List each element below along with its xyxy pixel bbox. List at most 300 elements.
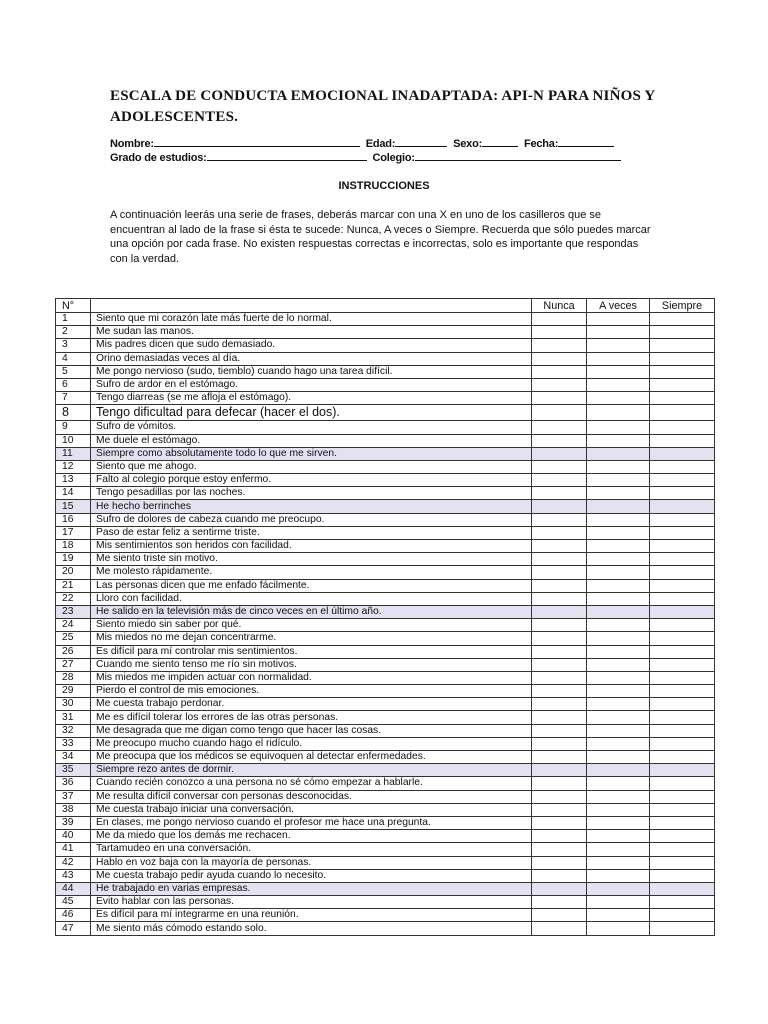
item-number: 14	[56, 487, 91, 500]
answer-cell-a-veces[interactable]	[587, 326, 650, 339]
answer-cell-nunca[interactable]	[532, 790, 587, 803]
item-statement: Las personas dicen que me enfado fácilmente.	[91, 579, 532, 592]
answer-cell-a-veces[interactable]	[587, 579, 650, 592]
table-row	[56, 619, 715, 632]
answer-cell-a-veces[interactable]	[587, 365, 650, 378]
answer-cell-siempre[interactable]	[650, 313, 715, 326]
answer-cell-nunca[interactable]	[532, 882, 587, 895]
item-statement: Cuando me siento tenso me río sin motivos.	[91, 658, 532, 671]
document-title: ESCALA DE CONDUCTA EMOCIONAL INADAPTADA: API-N PARA NIÑOS Y ADOLESCENTES.	[110, 88, 655, 125]
grado-label: Grado de estudios:	[110, 152, 207, 164]
answer-cell-siempre[interactable]	[650, 392, 715, 405]
answer-cell-siempre[interactable]	[650, 856, 715, 869]
answer-cell-a-veces[interactable]	[587, 566, 650, 579]
instructions-heading: INSTRUCCIONES	[338, 180, 430, 192]
answer-cell-a-veces[interactable]	[587, 896, 650, 909]
answer-cell-nunca[interactable]	[532, 352, 587, 365]
answer-cell-siempre[interactable]	[650, 698, 715, 711]
header-siempre: Siempre	[650, 299, 715, 313]
answer-cell-a-veces[interactable]	[587, 500, 650, 513]
answer-cell-nunca[interactable]	[532, 526, 587, 539]
answer-cell-a-veces[interactable]	[587, 724, 650, 737]
answer-cell-siempre[interactable]	[650, 526, 715, 539]
item-statement: Paso de estar feliz a sentirme triste.	[91, 526, 532, 539]
answer-cell-a-veces[interactable]	[587, 816, 650, 829]
table-header-row	[56, 299, 715, 313]
table-row	[56, 803, 715, 816]
item-statement: Es difícil para mí integrarme en una reunión.	[91, 909, 532, 922]
answer-cell-siempre[interactable]	[650, 540, 715, 553]
answer-cell-siempre[interactable]	[650, 460, 715, 473]
item-statement: Me preocupo mucho cuando hago el ridículo.	[91, 737, 532, 750]
table-row	[56, 405, 715, 421]
answer-cell-nunca[interactable]	[532, 313, 587, 326]
item-statement: Orino demasiadas veces al día.	[91, 352, 532, 365]
answer-cell-siempre[interactable]	[650, 922, 715, 935]
item-statement: Me cuesta trabajo iniciar una conversación.	[91, 803, 532, 816]
table-row	[56, 326, 715, 339]
sexo-field[interactable]	[482, 136, 518, 147]
answer-cell-nunca[interactable]	[532, 553, 587, 566]
answer-cell-nunca[interactable]	[532, 830, 587, 843]
item-number: 47	[56, 922, 91, 935]
item-number: 16	[56, 513, 91, 526]
item-statement: Me desagrada que me digan como tengo que hacer las cosas.	[91, 724, 532, 737]
item-number: 26	[56, 645, 91, 658]
answer-cell-siempre[interactable]	[650, 326, 715, 339]
answer-cell-a-veces[interactable]	[587, 632, 650, 645]
item-number: 30	[56, 698, 91, 711]
answer-cell-nunca[interactable]	[532, 605, 587, 618]
header-nunca: Nunca	[532, 299, 587, 313]
answer-cell-nunca[interactable]	[532, 365, 587, 378]
answer-cell-nunca[interactable]	[532, 843, 587, 856]
item-number: 42	[56, 856, 91, 869]
answer-cell-nunca[interactable]	[532, 658, 587, 671]
item-number: 31	[56, 711, 91, 724]
item-number: 13	[56, 474, 91, 487]
table-row	[56, 513, 715, 526]
item-number: 22	[56, 592, 91, 605]
table-row	[56, 751, 715, 764]
answer-cell-nunca[interactable]	[532, 777, 587, 790]
answer-cell-nunca[interactable]	[532, 513, 587, 526]
answer-cell-nunca[interactable]	[532, 447, 587, 460]
answer-cell-a-veces[interactable]	[587, 711, 650, 724]
answer-cell-a-veces[interactable]	[587, 843, 650, 856]
item-number: 5	[56, 365, 91, 378]
answer-cell-nunca[interactable]	[532, 909, 587, 922]
table-row	[56, 313, 715, 326]
answer-cell-siempre[interactable]	[650, 553, 715, 566]
item-number: 23	[56, 605, 91, 618]
item-statement: Me siento más cómodo estando solo.	[91, 922, 532, 935]
answer-cell-siempre[interactable]	[650, 843, 715, 856]
answer-cell-siempre[interactable]	[650, 619, 715, 632]
table-row	[56, 460, 715, 473]
answer-cell-siempre[interactable]	[650, 513, 715, 526]
item-number: 20	[56, 566, 91, 579]
item-statement: Tartamudeo en una conversación.	[91, 843, 532, 856]
item-statement: Tengo dificultad para defecar (hacer el dos).	[91, 405, 532, 421]
item-number: 2	[56, 326, 91, 339]
answer-cell-a-veces[interactable]	[587, 339, 650, 352]
item-statement: Me siento triste sin motivo.	[91, 553, 532, 566]
table-row	[56, 671, 715, 684]
answer-cell-nunca[interactable]	[532, 751, 587, 764]
answer-cell-siempre[interactable]	[650, 605, 715, 618]
table-row	[56, 843, 715, 856]
answer-cell-a-veces[interactable]	[587, 474, 650, 487]
item-statement: Mis miedos me impiden actuar con normalidad.	[91, 671, 532, 684]
item-statement: He hecho berrinches	[91, 500, 532, 513]
item-number: 35	[56, 764, 91, 777]
answer-cell-nunca[interactable]	[532, 500, 587, 513]
answer-cell-nunca[interactable]	[532, 378, 587, 391]
item-statement: Siento que mi corazón late más fuerte de lo normal.	[91, 313, 532, 326]
table-row	[56, 540, 715, 553]
fecha-field[interactable]	[558, 136, 614, 147]
answer-cell-siempre[interactable]	[650, 339, 715, 352]
answer-cell-nunca[interactable]	[532, 896, 587, 909]
nombre-label: Nombre:	[110, 138, 154, 150]
table-row	[56, 605, 715, 618]
item-number: 15	[56, 500, 91, 513]
item-statement: Me pongo nervioso (sudo, tiemblo) cuando hago una tarea difícil.	[91, 365, 532, 378]
table-row	[56, 365, 715, 378]
answer-cell-nunca[interactable]	[532, 392, 587, 405]
item-statement: He salido en la televisión más de cinco veces en el último año.	[91, 605, 532, 618]
form-line-personal	[110, 136, 617, 150]
item-number: 1	[56, 313, 91, 326]
answer-cell-a-veces[interactable]	[587, 526, 650, 539]
item-statement: Sufro de ardor en el estómago.	[91, 378, 532, 391]
answer-cell-siempre[interactable]	[650, 869, 715, 882]
answer-cell-a-veces[interactable]	[587, 378, 650, 391]
answer-cell-a-veces[interactable]	[587, 909, 650, 922]
answer-cell-nunca[interactable]	[532, 421, 587, 434]
questionnaire-table	[55, 298, 715, 936]
table-row	[56, 434, 715, 447]
answer-cell-nunca[interactable]	[532, 671, 587, 684]
table-row	[56, 566, 715, 579]
answer-cell-siempre[interactable]	[650, 579, 715, 592]
answer-cell-a-veces[interactable]	[587, 421, 650, 434]
answer-cell-nunca[interactable]	[532, 326, 587, 339]
item-statement: Mis sentimientos son heridos con facilidad.	[91, 540, 532, 553]
table-row	[56, 339, 715, 352]
answer-cell-nunca[interactable]	[532, 487, 587, 500]
item-statement: Tengo pesadillas por las noches.	[91, 487, 532, 500]
item-statement: Evito hablar con las personas.	[91, 896, 532, 909]
answer-cell-siempre[interactable]	[650, 737, 715, 750]
answer-cell-nunca[interactable]	[532, 632, 587, 645]
item-number: 21	[56, 579, 91, 592]
answer-cell-siempre[interactable]	[650, 566, 715, 579]
answer-cell-siempre[interactable]	[650, 764, 715, 777]
item-statement: Siempre como absolutamente todo lo que me sirven.	[91, 447, 532, 460]
item-statement: Pierdo el control de mis emociones.	[91, 685, 532, 698]
answer-cell-a-veces[interactable]	[587, 764, 650, 777]
item-statement: Me es difícil tolerar los errores de las otras personas.	[91, 711, 532, 724]
answer-cell-siempre[interactable]	[650, 777, 715, 790]
item-number: 36	[56, 777, 91, 790]
table-row	[56, 487, 715, 500]
item-statement: Siempre rezo antes de dormir.	[91, 764, 532, 777]
item-number: 17	[56, 526, 91, 539]
grado-field[interactable]	[207, 150, 367, 161]
table-row	[56, 658, 715, 671]
item-number: 39	[56, 816, 91, 829]
table-row	[56, 909, 715, 922]
answer-cell-siempre[interactable]	[650, 909, 715, 922]
item-statement: Siento miedo sin saber por qué.	[91, 619, 532, 632]
table-row	[56, 830, 715, 843]
table-row	[56, 421, 715, 434]
item-statement: Me sudan las manos.	[91, 326, 532, 339]
header-statement	[91, 299, 532, 313]
answer-cell-nunca[interactable]	[532, 434, 587, 447]
item-statement: Me resulta difícil conversar con personas desconocidas.	[91, 790, 532, 803]
answer-cell-a-veces[interactable]	[587, 313, 650, 326]
sexo-label: Sexo:	[453, 138, 483, 150]
table-row	[56, 896, 715, 909]
item-statement: En clases, me pongo nervioso cuando el profesor me hace una pregunta.	[91, 816, 532, 829]
item-number: 10	[56, 434, 91, 447]
answer-cell-a-veces[interactable]	[587, 619, 650, 632]
answer-cell-siempre[interactable]	[650, 711, 715, 724]
answer-cell-siempre[interactable]	[650, 421, 715, 434]
answer-cell-nunca[interactable]	[532, 592, 587, 605]
answer-cell-a-veces[interactable]	[587, 487, 650, 500]
item-statement: Siento que me ahogo.	[91, 460, 532, 473]
answer-cell-a-veces[interactable]	[587, 869, 650, 882]
item-number: 28	[56, 671, 91, 684]
item-number: 40	[56, 830, 91, 843]
answer-cell-siempre[interactable]	[650, 803, 715, 816]
item-number: 25	[56, 632, 91, 645]
answer-cell-a-veces[interactable]	[587, 658, 650, 671]
item-statement: He trabajado en varias empresas.	[91, 882, 532, 895]
table-row	[56, 764, 715, 777]
table-row	[56, 869, 715, 882]
answer-cell-siempre[interactable]	[650, 447, 715, 460]
answer-cell-nunca[interactable]	[532, 816, 587, 829]
item-statement: Me cuesta trabajo pedir ayuda cuando lo necesito.	[91, 869, 532, 882]
item-number: 8	[56, 405, 91, 421]
answer-cell-a-veces[interactable]	[587, 790, 650, 803]
answer-cell-siempre[interactable]	[650, 500, 715, 513]
answer-cell-siempre[interactable]	[650, 724, 715, 737]
item-statement: Sufro de dolores de cabeza cuando me preocupo.	[91, 513, 532, 526]
colegio-field[interactable]	[415, 150, 621, 161]
item-statement: Me preocupa que los médicos se equivoquen al detectar enfermedades.	[91, 751, 532, 764]
table-body	[56, 313, 715, 936]
answer-cell-nunca[interactable]	[532, 869, 587, 882]
answer-cell-a-veces[interactable]	[587, 922, 650, 935]
answer-cell-a-veces[interactable]	[587, 685, 650, 698]
item-number: 46	[56, 909, 91, 922]
item-number: 43	[56, 869, 91, 882]
answer-cell-nunca[interactable]	[532, 579, 587, 592]
answer-cell-nunca[interactable]	[532, 460, 587, 473]
item-number: 18	[56, 540, 91, 553]
item-number: 38	[56, 803, 91, 816]
item-number: 19	[56, 553, 91, 566]
answer-cell-nunca[interactable]	[532, 922, 587, 935]
table-row	[56, 790, 715, 803]
table-row	[56, 724, 715, 737]
answer-cell-a-veces[interactable]	[587, 392, 650, 405]
answer-cell-nunca[interactable]	[532, 619, 587, 632]
answer-cell-nunca[interactable]	[532, 540, 587, 553]
answer-cell-nunca[interactable]	[532, 724, 587, 737]
answer-cell-a-veces[interactable]	[587, 882, 650, 895]
answer-cell-siempre[interactable]	[650, 882, 715, 895]
item-statement: Mis miedos no me dejan concentrarme.	[91, 632, 532, 645]
answer-cell-siempre[interactable]	[650, 790, 715, 803]
item-number: 4	[56, 352, 91, 365]
answer-cell-a-veces[interactable]	[587, 405, 650, 421]
answer-cell-nunca[interactable]	[532, 737, 587, 750]
form-line-school	[110, 150, 624, 164]
answer-cell-siempre[interactable]	[650, 592, 715, 605]
table-row	[56, 553, 715, 566]
item-statement: Mis padres dicen que sudo demasiado.	[91, 339, 532, 352]
answer-cell-nunca[interactable]	[532, 803, 587, 816]
answer-cell-a-veces[interactable]	[587, 513, 650, 526]
item-number: 37	[56, 790, 91, 803]
answer-cell-siempre[interactable]	[650, 671, 715, 684]
answer-cell-a-veces[interactable]	[587, 777, 650, 790]
table-row	[56, 579, 715, 592]
item-number: 3	[56, 339, 91, 352]
answer-cell-a-veces[interactable]	[587, 737, 650, 750]
answer-cell-nunca[interactable]	[532, 856, 587, 869]
answer-cell-a-veces[interactable]	[587, 751, 650, 764]
answer-cell-nunca[interactable]	[532, 698, 587, 711]
header-a-veces: A veces	[587, 299, 650, 313]
item-statement: Me da miedo que los demás me rechacen.	[91, 830, 532, 843]
table-row	[56, 645, 715, 658]
colegio-label: Colegio:	[372, 152, 415, 164]
table-row	[56, 392, 715, 405]
header-number: N°	[56, 299, 91, 313]
answer-cell-nunca[interactable]	[532, 645, 587, 658]
answer-cell-a-veces[interactable]	[587, 856, 650, 869]
item-statement: Falto al colegio porque estoy enfermo.	[91, 474, 532, 487]
item-number: 12	[56, 460, 91, 473]
answer-cell-nunca[interactable]	[532, 711, 587, 724]
item-statement: Me molesto rápidamente.	[91, 566, 532, 579]
item-number: 34	[56, 751, 91, 764]
answer-cell-a-veces[interactable]	[587, 447, 650, 460]
item-number: 6	[56, 378, 91, 391]
item-number: 11	[56, 447, 91, 460]
item-number: 32	[56, 724, 91, 737]
instructions-text: A continuación leerás una serie de frases, deberás marcar con una X en uno de los casilleros que se encuentran al lado de la frase si ésta te sucede: Nunca, A veces o Siempre. Recuerda que sólo puedes marcar una opción por cada frase. No existen respuestas correctas e incorrectas, solo es importante que respondas con la verdad.	[110, 209, 651, 265]
answer-cell-a-veces[interactable]	[587, 540, 650, 553]
answer-cell-siempre[interactable]	[650, 405, 715, 421]
table-row	[56, 592, 715, 605]
table-row	[56, 474, 715, 487]
table-row	[56, 922, 715, 935]
table-row	[56, 737, 715, 750]
answer-cell-siempre[interactable]	[650, 816, 715, 829]
answer-cell-nunca[interactable]	[532, 405, 587, 421]
answer-cell-nunca[interactable]	[532, 474, 587, 487]
answer-cell-a-veces[interactable]	[587, 830, 650, 843]
answer-cell-siempre[interactable]	[650, 474, 715, 487]
table-row	[56, 882, 715, 895]
item-number: 45	[56, 896, 91, 909]
answer-cell-nunca[interactable]	[532, 566, 587, 579]
answer-cell-siempre[interactable]	[650, 896, 715, 909]
answer-cell-siempre[interactable]	[650, 830, 715, 843]
table-row	[56, 447, 715, 460]
answer-cell-nunca[interactable]	[532, 685, 587, 698]
answer-cell-siempre[interactable]	[650, 365, 715, 378]
item-statement: Tengo diarreas (se me afloja el estómago).	[91, 392, 532, 405]
item-number: 29	[56, 685, 91, 698]
item-number: 27	[56, 658, 91, 671]
answer-cell-siempre[interactable]	[650, 434, 715, 447]
answer-cell-siempre[interactable]	[650, 685, 715, 698]
answer-cell-a-veces[interactable]	[587, 803, 650, 816]
table-row	[56, 526, 715, 539]
answer-cell-nunca[interactable]	[532, 764, 587, 777]
table-row	[56, 856, 715, 869]
item-number: 24	[56, 619, 91, 632]
answer-cell-a-veces[interactable]	[587, 671, 650, 684]
edad-field[interactable]	[395, 136, 447, 147]
item-statement: Me cuesta trabajo perdonar.	[91, 698, 532, 711]
answer-cell-a-veces[interactable]	[587, 592, 650, 605]
item-number: 44	[56, 882, 91, 895]
answer-cell-a-veces[interactable]	[587, 553, 650, 566]
answer-cell-a-veces[interactable]	[587, 698, 650, 711]
table-row	[56, 816, 715, 829]
fecha-label: Fecha:	[523, 138, 559, 150]
answer-cell-siempre[interactable]	[650, 378, 715, 391]
item-statement: Es difícil para mí controlar mis sentimientos.	[91, 645, 532, 658]
item-statement: Lloro con facilidad.	[91, 592, 532, 605]
answer-cell-siempre[interactable]	[650, 352, 715, 365]
item-number: 7	[56, 392, 91, 405]
nombre-field[interactable]	[154, 136, 360, 147]
item-statement: Me duele el estómago.	[91, 434, 532, 447]
table-row	[56, 711, 715, 724]
answer-cell-siempre[interactable]	[650, 645, 715, 658]
answer-cell-nunca[interactable]	[532, 339, 587, 352]
answer-cell-siempre[interactable]	[650, 632, 715, 645]
answer-cell-a-veces[interactable]	[587, 434, 650, 447]
table-row	[56, 632, 715, 645]
table-row	[56, 777, 715, 790]
table-row	[56, 685, 715, 698]
answer-cell-siempre[interactable]	[650, 658, 715, 671]
answer-cell-a-veces[interactable]	[587, 605, 650, 618]
answer-cell-a-veces[interactable]	[587, 645, 650, 658]
table-row	[56, 378, 715, 391]
item-number: 33	[56, 737, 91, 750]
answer-cell-a-veces[interactable]	[587, 352, 650, 365]
edad-label: Edad:	[365, 138, 396, 150]
table-row	[56, 500, 715, 513]
answer-cell-a-veces[interactable]	[587, 460, 650, 473]
answer-cell-siempre[interactable]	[650, 751, 715, 764]
answer-cell-siempre[interactable]	[650, 487, 715, 500]
